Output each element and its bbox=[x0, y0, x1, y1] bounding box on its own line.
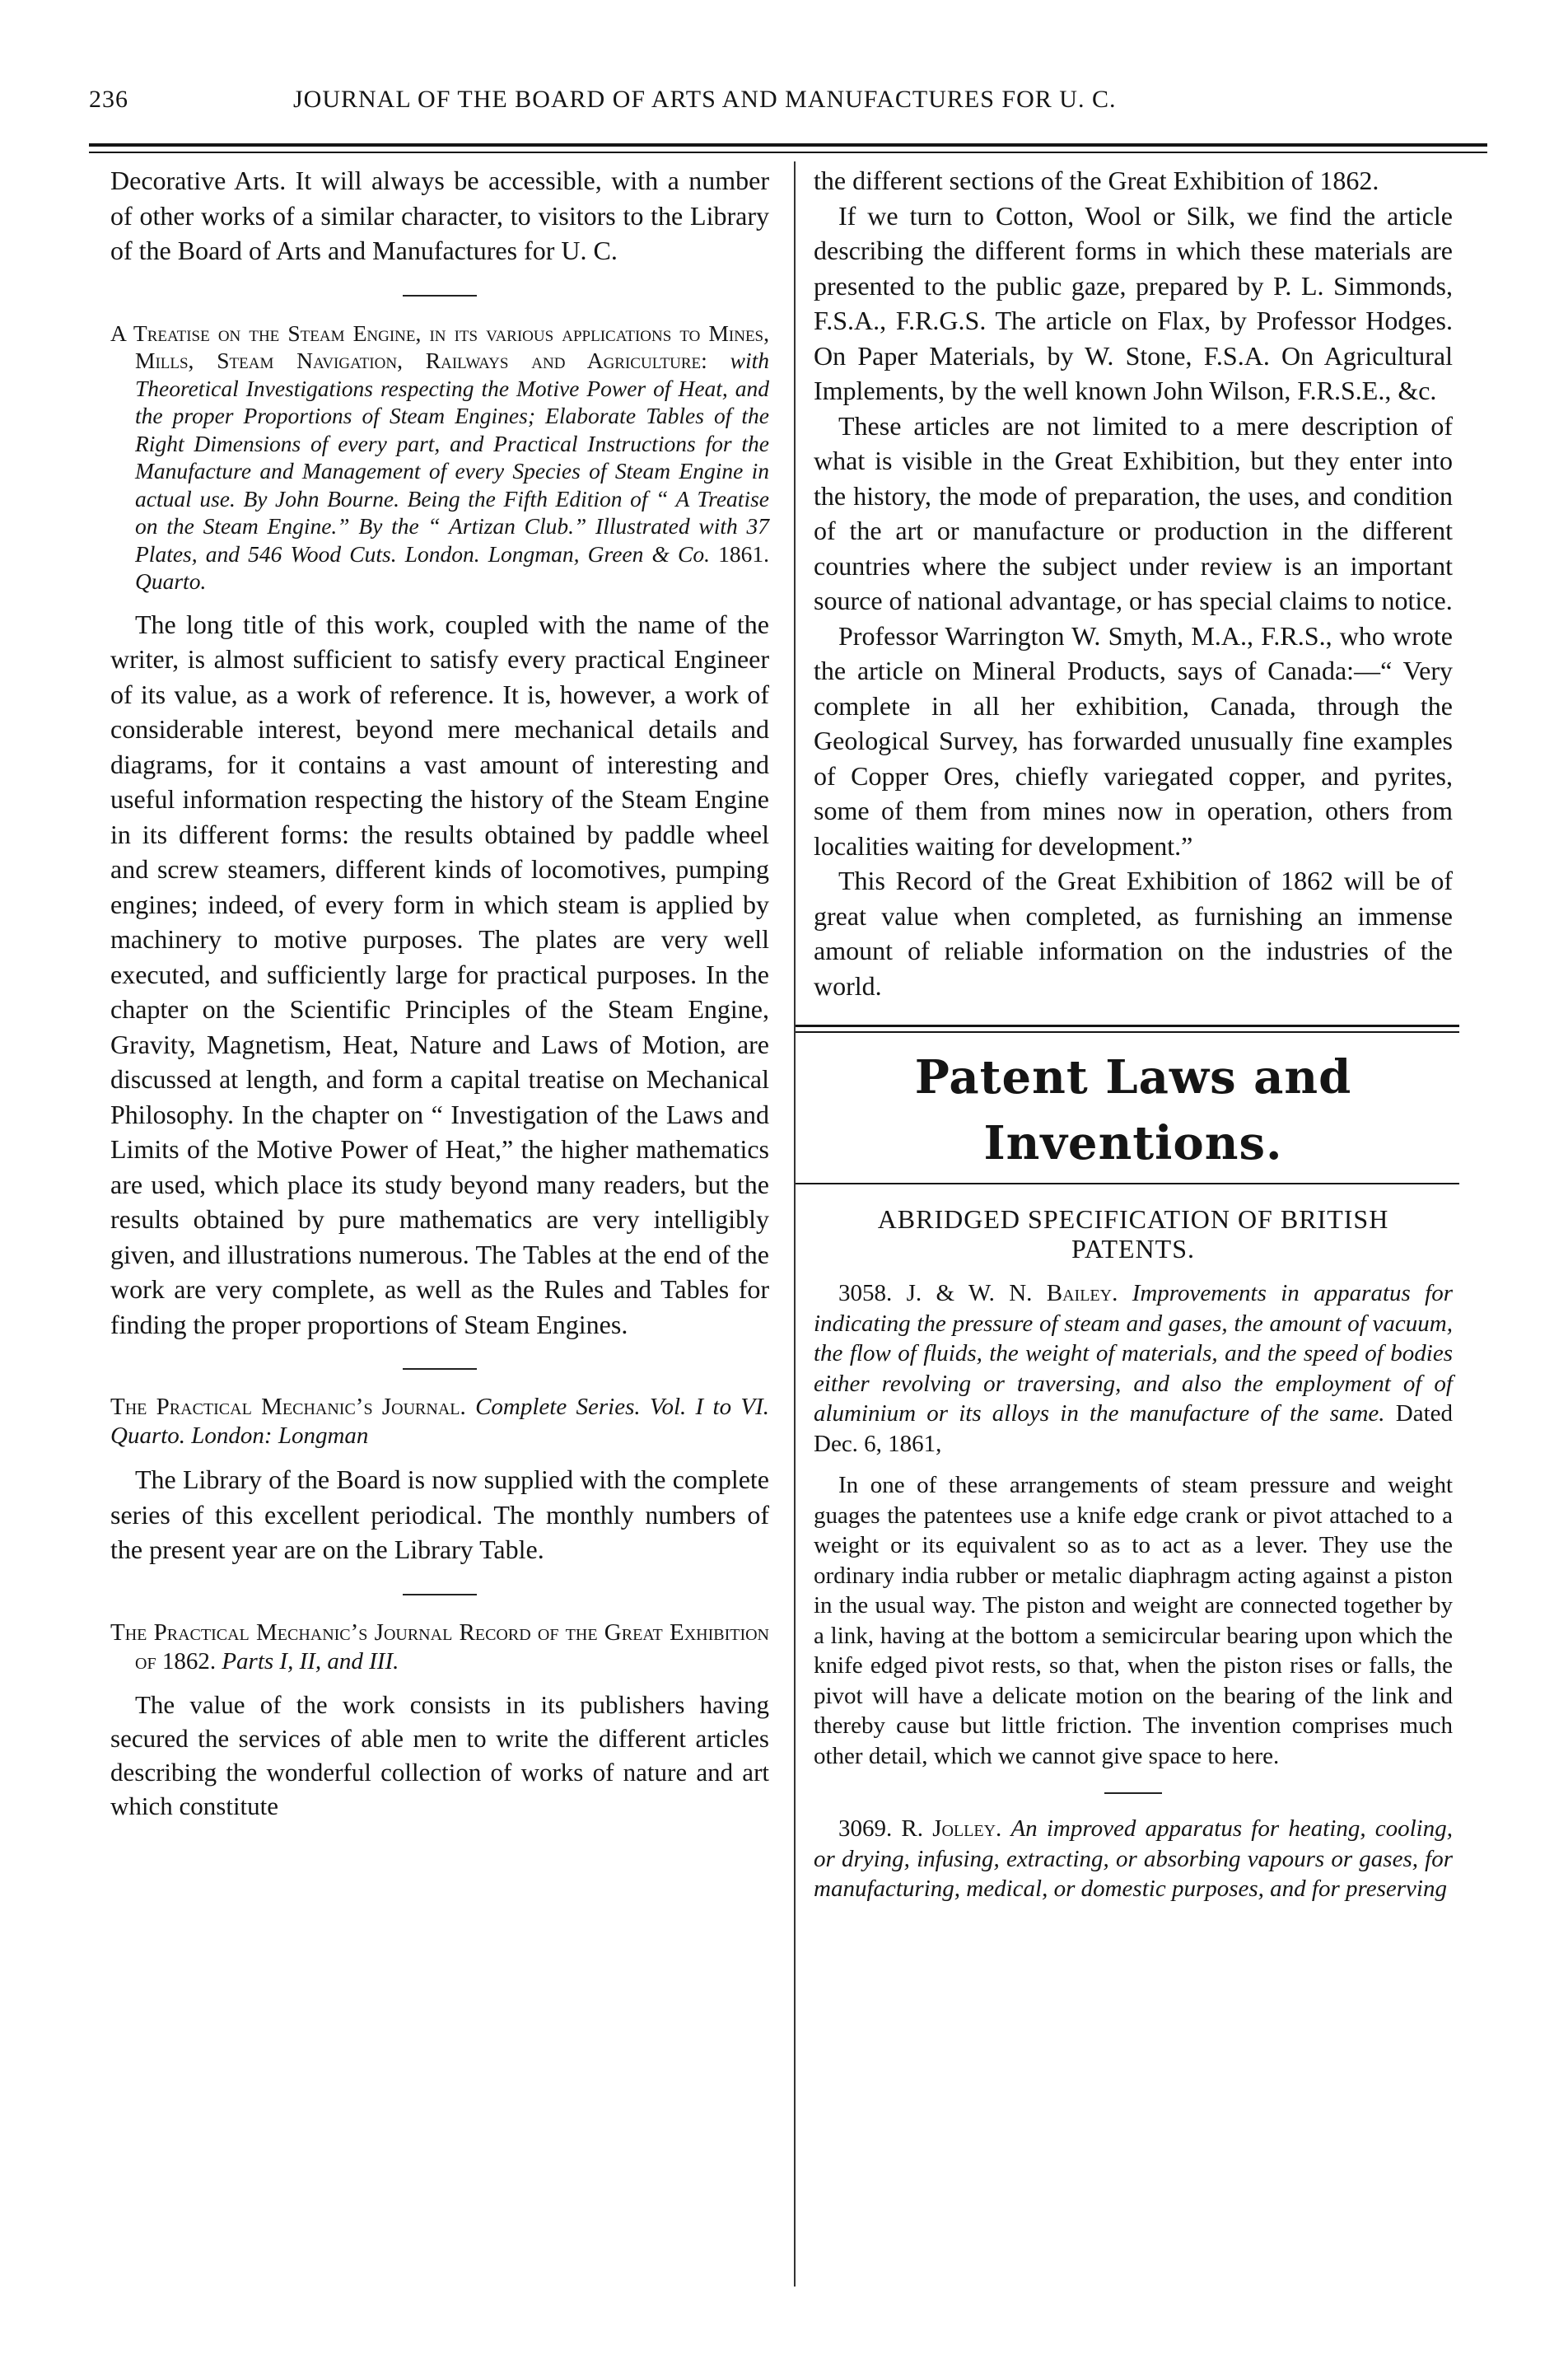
review-title: The Practical Mechanic’s Journal Record of the Great Exhibition of bbox=[110, 1619, 769, 1675]
review-paragraph-practical-mechanic: The Library of the Board is now supplied with the complete series of this excellent periodical. The monthly numbers of the present year are on the Library Table. bbox=[110, 1464, 769, 1564]
review-title: A Treatise on the Steam Engine, in its various applications to Mines, Mills, Steam Navigation, Railways and Agriculture: bbox=[110, 320, 769, 373]
patent-entry-heading bbox=[814, 1814, 1453, 1904]
review-format: Quarto. bbox=[135, 568, 207, 594]
article-paragraph: If we turn to Cotton, Wool or Silk, we find the article describing the different forms in which these materials are presented to the public gaze, prepared by P. L. Simmonds, F.S.A., F.R.G.S. The article on Flax, by Professor Hodges. On Paper Materials, by W. Stone, F.S.A. On Agricultural Implements, by the well known John Wilson, F.R.S.E., &c. bbox=[814, 200, 1453, 405]
review-title: The Practical Mechanic’s Journal. bbox=[110, 1394, 466, 1420]
review-heading-exhibition-record bbox=[110, 1619, 769, 1676]
section-title-rule bbox=[796, 1183, 1459, 1184]
review-paragraph-steam-engine: The long title of this work, coupled with the name of the writer, is almost sufficient to satisfy every practical Engineer of its value, as a work of reference. It is, however, a work of considerable interest, beyond mere mechanical details and diagrams, for it contains a vast amount of interesting and useful information respecting the history of the Steam Engine in its different forms: the results obtained by paddle wheel and screw steamers, different kinds of locomotives, pumping engines; indeed, of every form in which steam is applied by machinery to motive purposes. The plates are very well executed, and sufficiently large for practical purposes. In the chapter on the Scientific Principles of the Steam Engine, Gravity, Magnetism, Heat, Nature and Laws of Motion, are discussed at length, and form a capital treatise on Mechanical Philosophy. In the chapter on “ Investigation of the Laws and Limits of the Motive Power of Heat,” the higher mathematics are used, which place its study beyond many readers, but the results obtained by pure mathematics are very intelligibly given, and illustrations numerous. The Tables at the end of the work are very complete, as well as the Rules and Tables for finding the proper proportions of Steam Engines. bbox=[110, 609, 769, 1339]
separator-rule bbox=[1104, 1792, 1162, 1794]
left-column bbox=[110, 163, 769, 1823]
continuation-paragraph: the different sections of the Great Exhibition of 1862. bbox=[814, 166, 1379, 195]
review-subtitle: with Theoretical Investigations respecting the Motive Power of Heat, and the proper Proportions of Steam Engines; Elaborate Tables of the Right Dimensions of every part, and Practical Instructions for the Manufacture and Management of every Species of Steam Engine in actual use. By John Bourne. Being the Fifth Edition of “ A Treatise on the Steam Engine.” By the “ Artizan Club.” Illustrated with 37 Plates, and 546 Wood Cuts. London. Longman, Green & Co. bbox=[135, 348, 770, 567]
header-rule-thick bbox=[89, 143, 1487, 147]
page-number: 236 bbox=[89, 86, 128, 113]
article-paragraph: These articles are not limited to a mere description of what is visible in the Great Exhibition, but they enter into the history, the mode of preparation, the uses, and condition of the art or manufacture or production in the different countries where the subject under review is an important source of national advantage, or has special claims to notice. bbox=[814, 410, 1453, 615]
right-column bbox=[796, 163, 1459, 1904]
review-heading-practical-mechanic bbox=[110, 1393, 769, 1450]
separator-rule bbox=[403, 1594, 477, 1595]
journal-title: JOURNAL OF THE BOARD OF ARTS AND MANUFACTURES FOR U. C. bbox=[293, 86, 1117, 113]
header-rule-thin bbox=[89, 152, 1487, 153]
patent-date: Dated Dec. 6, 1861, bbox=[814, 1400, 1454, 1457]
article-paragraph: This Record of the Great Exhibition of 1862 will be of great value when completed, as furnishing an immense amount of reliable information on the industries of the world. bbox=[814, 866, 1453, 1001]
patent-number-name: 3058. J. & W. N. Bailey. bbox=[838, 1280, 1118, 1306]
separator-rule bbox=[403, 1368, 477, 1370]
section-rule-thick bbox=[796, 1025, 1459, 1027]
review-heading-steam-engine bbox=[110, 320, 769, 596]
review-year: 1862. bbox=[161, 1647, 217, 1675]
review-subtitle: Complete Series. Vol. I to VI. Quarto. London: Longman bbox=[110, 1394, 769, 1449]
review-paragraph-exhibition-record: The value of the work consists in its publishers having secured the services of able men to write the different articles describing the wonderful collection of works of nature and art which constitute bbox=[110, 1689, 769, 1820]
running-head bbox=[89, 86, 1489, 135]
section-rule-thin bbox=[796, 1031, 1459, 1033]
patent-title: Improvements in apparatus for indicating the pressure of steam and gases, the amount of vacuum, the flow of fluids, the weight of materials, and the speed of bodies either revolving or traversing, and also the employment of of aluminium or its alloys in the manufacture of the same. bbox=[814, 1280, 1453, 1427]
article-paragraph: Professor Warrington W. Smyth, M.A., F.R.S., who wrote the article on Mineral Products, says of Canada:—“ Very complete in all her exhibition, Canada, through the Geological Survey, has forwarded unusually fine examples of Copper Ores, chiefly variegated copper, and pyrites, some of them from mines now in operation, others from localities waiting for development.” bbox=[814, 620, 1453, 861]
section-title: Patent Laws and Inventions. bbox=[914, 1050, 1352, 1170]
patent-number-name: 3069. R. Jolley. bbox=[838, 1815, 1002, 1842]
patent-entry-heading bbox=[814, 1278, 1453, 1459]
review-subtitle: Parts I, II, and III. bbox=[222, 1647, 399, 1675]
review-year: 1861. bbox=[718, 540, 769, 567]
patent-description: In one of these arrangements of steam pressure and weight guages the patentees use a knife edge crank or pivot attached to a weight or its equivalent so as to act as a lever. They use the ordinary india rubber or metalic diaphragm acting against a piston in the usual way. The piston and weight are connected together by a link, having at the bottom a semicircular bearing upon which the knife edged pivot rests, so that, when the piston rises or falls, the pivot will have a delicate motion on the bearing of the link and thereby cause but little friction. The invention comprises much other detail, which we cannot give space to here. bbox=[814, 1472, 1453, 1769]
separator-rule bbox=[403, 295, 477, 297]
intro-paragraph: Decorative Arts. It will always be accessible, with a number of other works of a similar character, to visitors to the Library of the Board of Arts and Manufactures for U. C. bbox=[110, 166, 769, 265]
subsection-title: ABRIDGED SPECIFICATION OF BRITISH PATENTS. bbox=[877, 1204, 1389, 1264]
patent-title: An improved apparatus for heating, cooling, or drying, infusing, extracting, or absorbing vapours or gases, for manufacturing, medical, or domestic purposes, and for preserving bbox=[814, 1815, 1453, 1902]
